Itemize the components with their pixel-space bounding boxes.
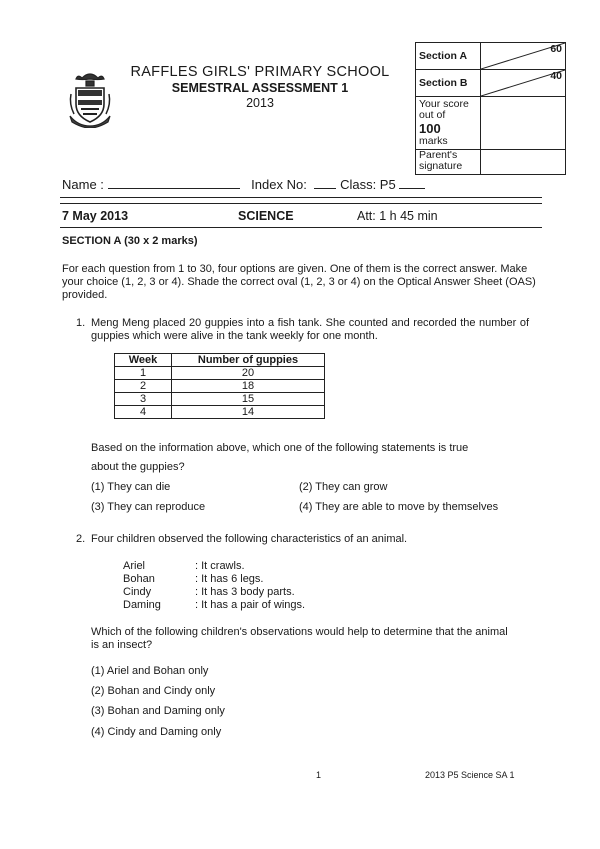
observation-note: : It has 6 legs. [195,573,264,585]
observation-child: Bohan [123,573,155,585]
section-b-label: Section B [416,70,481,97]
name-label: Name : [62,177,104,192]
parent-label-line1: Parent's [419,149,458,161]
table-header-week: Week [115,354,172,367]
name-field[interactable] [108,177,240,189]
page-number: 1 [316,770,322,780]
table-cell: 4 [115,406,172,419]
question-1-option-2: (2) They can grow [299,481,388,493]
school-crest-icon [68,70,112,128]
section-b-marks-cell[interactable] [481,70,566,97]
subject-title: SCIENCE [238,209,294,223]
index-label: Index No: [251,177,307,192]
total-score-cell[interactable] [481,97,566,150]
section-a-title: SECTION A (30 x 2 marks) [62,235,198,247]
divider [60,227,542,228]
table-row [115,367,325,380]
observation-note: : It has 3 body parts. [195,586,295,598]
question-1-number: 1. [76,317,86,329]
observation-child: Ariel [123,560,146,572]
score-box [415,42,566,175]
table-cell: 3 [115,393,172,406]
index-field[interactable] [314,177,336,189]
question-2-option-3: (3) Bohan and Daming only [91,705,225,717]
divider [60,197,542,198]
table-cell: 18 [172,380,325,393]
question-2-stem: Which of the following children's observations would help to determine that the animal is an insect? [91,626,508,651]
class-label: Class: P5 [340,177,396,192]
assessment-title: SEMESTRAL ASSESSMENT 1 [171,81,349,95]
table-row [115,380,325,393]
question-1-stem-line1: Based on the information above, which one of the following statements is true [91,442,469,454]
section-a-marks-cell[interactable] [481,43,566,70]
table-cell: 15 [172,393,325,406]
total-score-label [416,97,481,150]
score-label-line1: Your score [419,98,469,110]
score-label-line2: out of [419,109,446,121]
question-2-option-4: (4) Cindy and Daming only [91,726,222,738]
divider [60,203,542,204]
section-a-instructions: For each question from 1 to 30, four options are given. One of them is the correct answer. Make your choice (1, 2, 3 or 4). Shade the correct oval (1, 2, 3 or 4) on the Optical Answer Sheet (OAS) provided. [62,263,536,301]
table-cell: 1 [115,367,172,380]
question-1-stem-line2: about the guppies? [91,461,185,473]
class-field[interactable] [399,177,425,189]
table-header-guppies: Number of guppies [172,354,325,367]
section-a-label: Section A [416,43,481,70]
table-row [115,393,325,406]
section-b-marks: 40 [550,70,562,82]
table-cell: 2 [115,380,172,393]
school-name: RAFFLES GIRLS' PRIMARY SCHOOL [130,64,390,80]
paper-code: 2013 P5 Science SA 1 [425,770,515,780]
table-row [115,406,325,419]
student-details-row [62,177,425,192]
parent-label-line2: signature [419,160,463,172]
table-cell: 14 [172,406,325,419]
question-1-option-3: (3) They can reproduce [91,501,206,513]
score-label-line3: marks [419,135,448,147]
observation-note: : It has a pair of wings. [195,599,306,611]
assessment-year: 2013 [246,96,274,110]
observation-child: Daming [123,599,161,611]
parent-signature-label [416,150,481,175]
question-1-option-4: (4) They are able to move by themselves [299,501,499,513]
observation-child: Cindy [123,586,152,598]
question-2-option-2: (2) Bohan and Cindy only [91,685,216,697]
exam-date: 7 May 2013 [62,209,129,223]
exam-duration: Att: 1 h 45 min [357,209,438,223]
guppy-table [114,353,325,419]
observation-note: : It crawls. [195,560,245,572]
question-2-number: 2. [76,533,86,545]
parent-signature-cell[interactable] [481,150,566,175]
table-cell: 20 [172,367,325,380]
score-total: 100 [419,121,441,136]
question-1-text: Meng Meng placed 20 guppies into a fish tank. She counted and recorded the number of guppies which were alive in the tank weekly for one month. [91,317,529,342]
question-1-option-1: (1) They can die [91,481,171,493]
question-2-option-1: (1) Ariel and Bohan only [91,665,209,677]
question-2-text: Four children observed the following characteristics of an animal. [91,533,408,545]
section-a-marks: 60 [550,43,562,55]
